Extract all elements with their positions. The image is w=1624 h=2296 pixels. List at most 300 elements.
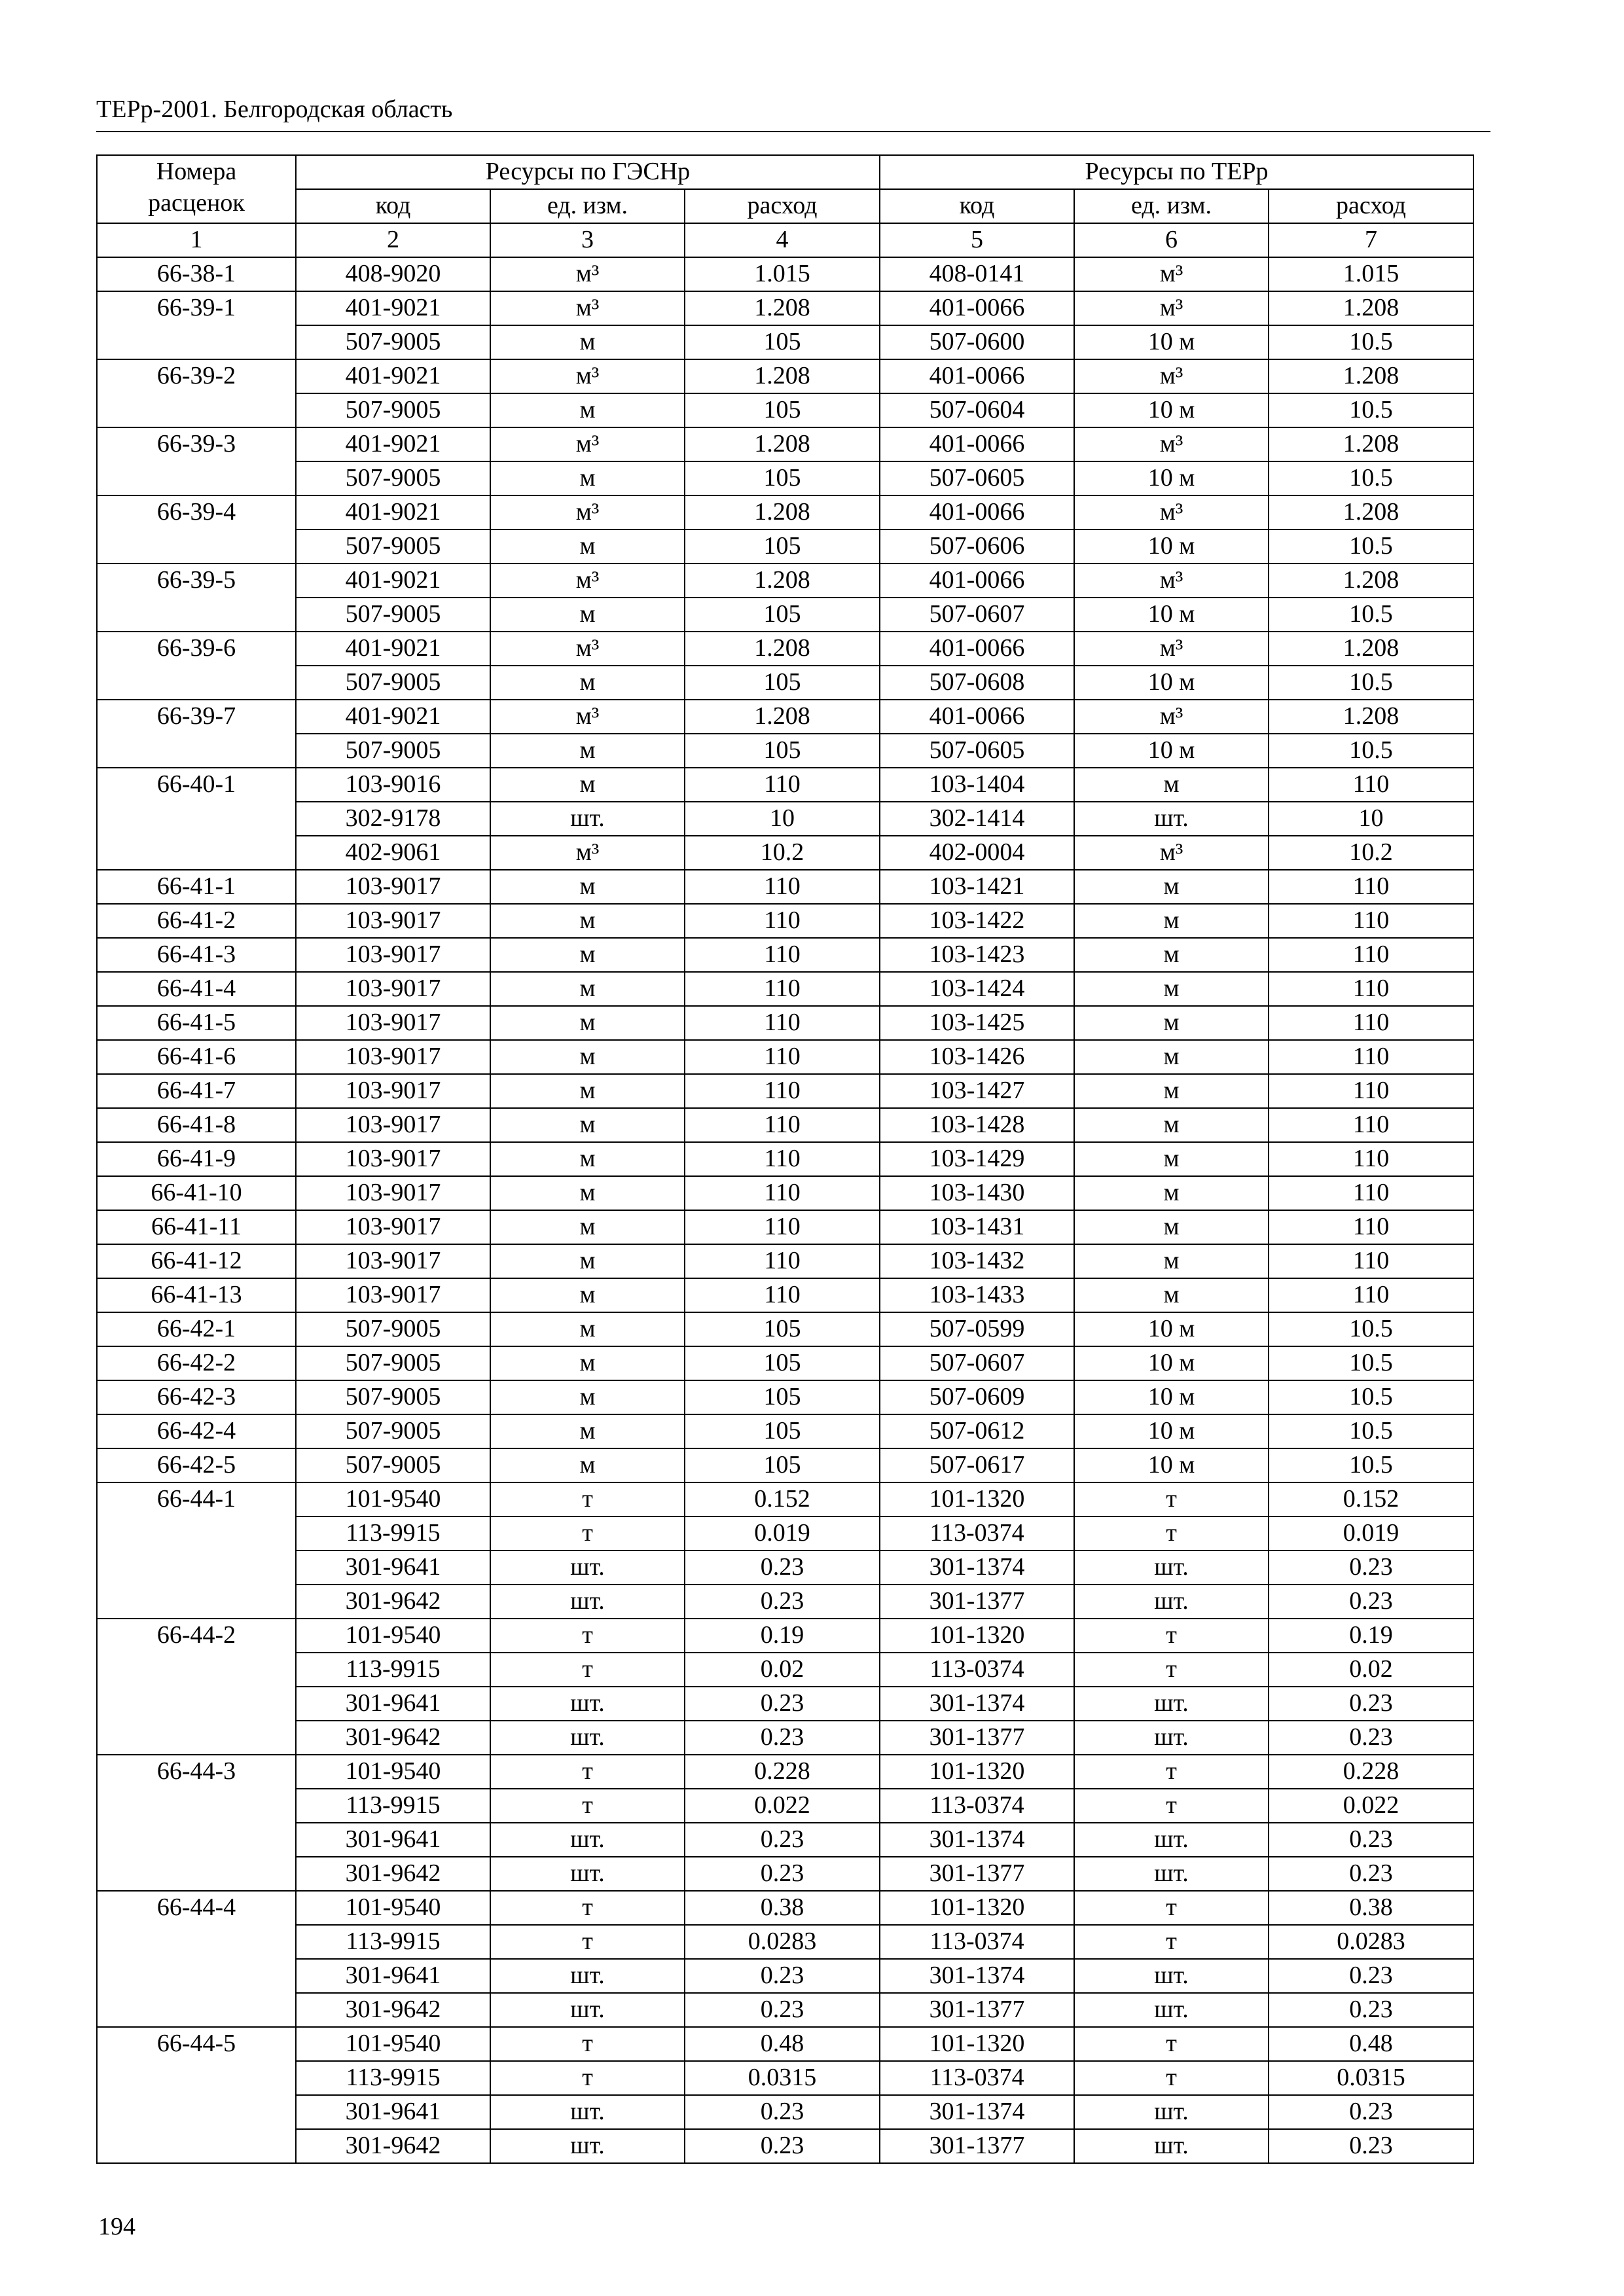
table-cell: 401-0066 — [880, 427, 1074, 461]
table-row — [97, 529, 1473, 564]
rate-number-cell — [97, 1823, 296, 1857]
table-row — [97, 1857, 1473, 1891]
column-number-cell: 4 — [685, 223, 880, 257]
table-cell: 110 — [1269, 1278, 1473, 1312]
table-cell: т — [490, 1755, 685, 1789]
table-cell: 1.208 — [1269, 427, 1473, 461]
table-cell: 110 — [685, 1108, 880, 1142]
rate-number-cell — [97, 325, 296, 359]
column-number-cell: 3 — [490, 223, 685, 257]
table-row — [97, 461, 1473, 495]
table-row — [97, 1244, 1473, 1278]
table-cell: м — [1074, 1006, 1269, 1040]
table-cell: 301-1377 — [880, 2129, 1074, 2163]
table-cell: т — [490, 1619, 685, 1653]
table-cell: 103-9017 — [296, 1040, 490, 1074]
table-cell: м³ — [490, 427, 685, 461]
table-cell: 103-9017 — [296, 1074, 490, 1108]
rate-number-cell — [97, 666, 296, 700]
rate-number-cell: 66-38-1 — [97, 257, 296, 291]
table-cell: 401-0066 — [880, 700, 1074, 734]
table-cell: 10 м — [1074, 734, 1269, 768]
table-cell: 103-9017 — [296, 1108, 490, 1142]
table-cell: 0.23 — [685, 1993, 880, 2027]
table-cell: 103-9017 — [296, 1176, 490, 1210]
col-header-terr: Ресурсы по ТЕРр — [880, 155, 1473, 189]
table-row — [97, 632, 1473, 666]
table-cell: м³ — [490, 257, 685, 291]
table-cell: 507-9005 — [296, 325, 490, 359]
table-cell: 301-9641 — [296, 1687, 490, 1721]
table-row — [97, 2027, 1473, 2061]
table-row — [97, 734, 1473, 768]
table-cell: м³ — [490, 632, 685, 666]
rate-number-cell: 66-42-1 — [97, 1312, 296, 1346]
table-cell: шт. — [490, 1585, 685, 1619]
table-cell: м³ — [490, 495, 685, 529]
table-cell: 0.23 — [685, 1721, 880, 1755]
table-cell: м³ — [1074, 359, 1269, 393]
page-header: ТЕРр-2001. Белгородская область — [96, 97, 1490, 132]
rate-number-cell: 66-41-3 — [97, 938, 296, 972]
table-row — [97, 1108, 1473, 1142]
table-cell: 10 — [1269, 802, 1473, 836]
rate-number-cell: 66-41-6 — [97, 1040, 296, 1074]
table-row — [97, 393, 1473, 427]
table-cell: 103-1430 — [880, 1176, 1074, 1210]
rate-number-cell: 66-42-5 — [97, 1448, 296, 1482]
table-row — [97, 1414, 1473, 1448]
column-number-cell: 5 — [880, 223, 1074, 257]
table-cell: 301-9641 — [296, 1551, 490, 1585]
table-cell: 103-1404 — [880, 768, 1074, 802]
table-cell: 101-1320 — [880, 1891, 1074, 1925]
table-cell: 301-9642 — [296, 1721, 490, 1755]
rate-number-cell: 66-42-4 — [97, 1414, 296, 1448]
table-cell: 113-0374 — [880, 1925, 1074, 1959]
table-row — [97, 1312, 1473, 1346]
table-cell: т — [1074, 2027, 1269, 2061]
table-cell: 0.48 — [1269, 2027, 1473, 2061]
table-cell: м — [490, 1108, 685, 1142]
table-row — [97, 1551, 1473, 1585]
table-cell: 10 м — [1074, 1414, 1269, 1448]
table-cell: 113-0374 — [880, 1789, 1074, 1823]
table-row — [97, 1789, 1473, 1823]
table-cell: м — [490, 972, 685, 1006]
table-row — [97, 1176, 1473, 1210]
table-cell: шт. — [490, 802, 685, 836]
table-cell: 0.38 — [685, 1891, 880, 1925]
table-row — [97, 1721, 1473, 1755]
table-row — [97, 427, 1473, 461]
table-cell: 507-0607 — [880, 1346, 1074, 1380]
table-cell: 110 — [1269, 1210, 1473, 1244]
table-cell: 113-0374 — [880, 1516, 1074, 1551]
table-cell: 110 — [1269, 1006, 1473, 1040]
table-cell: 507-9005 — [296, 1380, 490, 1414]
table-cell: 0.38 — [1269, 1891, 1473, 1925]
table-cell: 507-0607 — [880, 598, 1074, 632]
table-cell: шт. — [490, 2129, 685, 2163]
table-cell: 301-1374 — [880, 2095, 1074, 2129]
table-cell: м — [490, 598, 685, 632]
column-number-cell: 2 — [296, 223, 490, 257]
table-row — [97, 598, 1473, 632]
rate-number-cell: 66-41-7 — [97, 1074, 296, 1108]
table-cell: 10.5 — [1269, 734, 1473, 768]
rate-number-cell — [97, 1857, 296, 1891]
table-cell: 507-9005 — [296, 598, 490, 632]
table-cell: 507-9005 — [296, 1312, 490, 1346]
table-cell: 103-1431 — [880, 1210, 1074, 1244]
table-cell: м — [490, 904, 685, 938]
table-cell: м³ — [490, 564, 685, 598]
rate-number-cell: 66-44-2 — [97, 1619, 296, 1653]
table-cell: 1.208 — [1269, 564, 1473, 598]
rate-number-cell: 66-42-3 — [97, 1380, 296, 1414]
table-cell: 10.5 — [1269, 461, 1473, 495]
table-row — [97, 1959, 1473, 1993]
rate-number-cell — [97, 1687, 296, 1721]
table-cell: 408-9020 — [296, 257, 490, 291]
table-cell: шт. — [1074, 1993, 1269, 2027]
table-cell: 0.23 — [685, 2095, 880, 2129]
rate-number-cell — [97, 2129, 296, 2163]
col-header-gesnr: Ресурсы по ГЭСНр — [296, 155, 880, 189]
rate-number-cell: 66-44-1 — [97, 1482, 296, 1516]
table-cell: 103-9017 — [296, 870, 490, 904]
table-cell: 10 м — [1074, 393, 1269, 427]
table-cell: 301-9641 — [296, 2095, 490, 2129]
table-cell: 103-1428 — [880, 1108, 1074, 1142]
table-cell: 10 м — [1074, 666, 1269, 700]
table-row — [97, 2095, 1473, 2129]
table-cell: 1.208 — [685, 632, 880, 666]
table-cell: 507-9005 — [296, 393, 490, 427]
table-cell: 110 — [685, 1040, 880, 1074]
table-cell: 301-9641 — [296, 1959, 490, 1993]
table-row — [97, 904, 1473, 938]
table-cell: 0.228 — [1269, 1755, 1473, 1789]
subheader-cell: ед. изм. — [1074, 189, 1269, 223]
table-row — [97, 1687, 1473, 1721]
table-cell: 302-9178 — [296, 802, 490, 836]
rate-number-cell: 66-39-2 — [97, 359, 296, 393]
table-cell: шт. — [1074, 1721, 1269, 1755]
table-cell: 105 — [685, 1380, 880, 1414]
table-cell: 401-9021 — [296, 291, 490, 325]
table-cell: 1.208 — [685, 564, 880, 598]
table-cell: 10.5 — [1269, 1414, 1473, 1448]
table-cell: 301-1377 — [880, 1721, 1074, 1755]
table-cell: м³ — [490, 291, 685, 325]
table-cell: м³ — [1074, 495, 1269, 529]
rate-number-cell — [97, 1551, 296, 1585]
table-cell: 401-9021 — [296, 700, 490, 734]
table-cell: 1.208 — [685, 427, 880, 461]
rate-number-cell: 66-41-12 — [97, 1244, 296, 1278]
rate-number-cell — [97, 1585, 296, 1619]
table-cell: 110 — [685, 1006, 880, 1040]
table-cell: 507-9005 — [296, 1448, 490, 1482]
table-cell: шт. — [1074, 1551, 1269, 1585]
table-cell: 105 — [685, 1312, 880, 1346]
table-cell: 103-1423 — [880, 938, 1074, 972]
table-row — [97, 1653, 1473, 1687]
table-cell: 110 — [1269, 870, 1473, 904]
table-cell: 10 — [685, 802, 880, 836]
table-cell: 507-0606 — [880, 529, 1074, 564]
table-cell: м³ — [1074, 257, 1269, 291]
table-cell: 105 — [685, 393, 880, 427]
rate-number-cell: 66-41-9 — [97, 1142, 296, 1176]
table-cell: 301-9642 — [296, 1585, 490, 1619]
rate-number-cell: 66-41-1 — [97, 870, 296, 904]
table-cell: 0.23 — [1269, 2129, 1473, 2163]
table-cell: 101-1320 — [880, 1755, 1074, 1789]
table-cell: шт. — [1074, 2129, 1269, 2163]
table-row — [97, 972, 1473, 1006]
table-row — [97, 1619, 1473, 1653]
table-cell: 507-0608 — [880, 666, 1074, 700]
table-cell: 0.23 — [685, 1959, 880, 1993]
table-cell: 0.152 — [685, 1482, 880, 1516]
table-cell: 0.23 — [1269, 1551, 1473, 1585]
table-cell: шт. — [490, 2095, 685, 2129]
table-cell: 302-1414 — [880, 802, 1074, 836]
table-row — [97, 1006, 1473, 1040]
table-cell: т — [1074, 1619, 1269, 1653]
table-cell: 105 — [685, 598, 880, 632]
table-cell: м — [490, 1380, 685, 1414]
table-cell: 0.23 — [1269, 1721, 1473, 1755]
table-cell: 103-9017 — [296, 1142, 490, 1176]
table-row — [97, 564, 1473, 598]
table-cell: 507-0604 — [880, 393, 1074, 427]
table-cell: 0.0315 — [1269, 2061, 1473, 2095]
table-cell: 507-0617 — [880, 1448, 1074, 1482]
table-cell: 10.5 — [1269, 529, 1473, 564]
table-cell: 0.152 — [1269, 1482, 1473, 1516]
table-cell: 0.23 — [1269, 1585, 1473, 1619]
table-cell: 103-9017 — [296, 904, 490, 938]
table-cell: м³ — [1074, 632, 1269, 666]
table-cell: м — [1074, 1108, 1269, 1142]
table-cell: 110 — [685, 1074, 880, 1108]
table-cell: 507-9005 — [296, 666, 490, 700]
table-row — [97, 291, 1473, 325]
table-cell: 103-9017 — [296, 1210, 490, 1244]
rate-number-cell: 66-41-8 — [97, 1108, 296, 1142]
table-cell: 10.5 — [1269, 393, 1473, 427]
rate-number-cell: 66-41-4 — [97, 972, 296, 1006]
table-cell: 301-1374 — [880, 1551, 1074, 1585]
table-cell: м — [490, 325, 685, 359]
table-row — [97, 1380, 1473, 1414]
table-cell: 10 м — [1074, 1380, 1269, 1414]
table-cell: м — [490, 1006, 685, 1040]
rate-number-cell — [97, 1959, 296, 1993]
table-cell: шт. — [1074, 2095, 1269, 2129]
table-cell: шт. — [490, 1993, 685, 2027]
column-number-cell: 1 — [97, 223, 296, 257]
table-cell: м — [1074, 1278, 1269, 1312]
rate-number-cell: 66-44-5 — [97, 2027, 296, 2061]
subheader-cell: код — [880, 189, 1074, 223]
table-cell: т — [1074, 1925, 1269, 1959]
table-cell: 0.48 — [685, 2027, 880, 2061]
table-cell: 110 — [685, 1142, 880, 1176]
col-header-rate-numbers: Номера расценок — [97, 155, 296, 223]
rate-number-cell: 66-39-3 — [97, 427, 296, 461]
table-cell: 0.02 — [685, 1653, 880, 1687]
rate-number-cell: 66-41-2 — [97, 904, 296, 938]
subheader-cell: расход — [1269, 189, 1473, 223]
table-cell: 0.019 — [1269, 1516, 1473, 1551]
table-cell: 10 м — [1074, 1312, 1269, 1346]
table-row — [97, 2129, 1473, 2163]
table-cell: 101-1320 — [880, 2027, 1074, 2061]
rate-number-cell: 66-39-1 — [97, 291, 296, 325]
table-cell: шт. — [490, 1551, 685, 1585]
table-cell: м³ — [1074, 427, 1269, 461]
table-cell: 101-1320 — [880, 1619, 1074, 1653]
table-row — [97, 1516, 1473, 1551]
table-cell: 401-9021 — [296, 427, 490, 461]
table-row — [97, 1278, 1473, 1312]
table-cell: м — [490, 1278, 685, 1312]
table-cell: 105 — [685, 1346, 880, 1380]
table-cell: 101-9540 — [296, 1891, 490, 1925]
table-cell: 1.015 — [685, 257, 880, 291]
table-cell: т — [490, 1653, 685, 1687]
table-cell: т — [490, 1891, 685, 1925]
rate-number-cell — [97, 802, 296, 836]
table-row — [97, 1040, 1473, 1074]
table-cell: 0.23 — [685, 1687, 880, 1721]
table-row — [97, 1482, 1473, 1516]
table-row — [97, 1074, 1473, 1108]
table-cell: м — [490, 734, 685, 768]
table-cell: 1.208 — [685, 700, 880, 734]
rate-number-cell: 66-39-5 — [97, 564, 296, 598]
table-cell: 401-9021 — [296, 632, 490, 666]
table-cell: 507-9005 — [296, 734, 490, 768]
table-row — [97, 1993, 1473, 2027]
rate-number-cell — [97, 2061, 296, 2095]
table-cell: 105 — [685, 325, 880, 359]
table-cell: 103-1422 — [880, 904, 1074, 938]
table-row — [97, 1142, 1473, 1176]
table-cell: 301-1374 — [880, 1687, 1074, 1721]
table-cell: 101-9540 — [296, 1755, 490, 1789]
table-cell: 105 — [685, 1414, 880, 1448]
table-cell: 113-0374 — [880, 2061, 1074, 2095]
table-cell: 301-1374 — [880, 1823, 1074, 1857]
table-cell: 110 — [1269, 972, 1473, 1006]
table-cell: 113-9915 — [296, 1516, 490, 1551]
table-cell: шт. — [490, 1959, 685, 1993]
table-cell: 105 — [685, 461, 880, 495]
table-cell: 1.208 — [685, 495, 880, 529]
rate-number-cell — [97, 734, 296, 768]
table-cell: 301-9642 — [296, 1993, 490, 2027]
table-cell: м — [490, 1346, 685, 1380]
table-cell: 10 м — [1074, 1448, 1269, 1482]
table-row — [97, 700, 1473, 734]
table-row — [97, 257, 1473, 291]
table-cell: шт. — [490, 1721, 685, 1755]
table-cell: 402-0004 — [880, 836, 1074, 870]
table-row — [97, 1346, 1473, 1380]
rate-number-cell — [97, 598, 296, 632]
table-cell: 110 — [1269, 1074, 1473, 1108]
table-cell: м — [490, 1244, 685, 1278]
table-cell: шт. — [490, 1687, 685, 1721]
table-cell: м — [1074, 1244, 1269, 1278]
table-cell: т — [490, 2061, 685, 2095]
table-cell: 1.208 — [1269, 291, 1473, 325]
table-cell: 301-9641 — [296, 1823, 490, 1857]
table-cell: 401-0066 — [880, 564, 1074, 598]
table-cell: т — [490, 1925, 685, 1959]
subheader-cell: код — [296, 189, 490, 223]
table-cell: м³ — [1074, 291, 1269, 325]
table-cell: 1.208 — [685, 291, 880, 325]
table-row — [97, 495, 1473, 529]
table-cell: 1.208 — [1269, 632, 1473, 666]
table-cell: 402-9061 — [296, 836, 490, 870]
table-cell: шт. — [1074, 1959, 1269, 1993]
table-cell: 507-0600 — [880, 325, 1074, 359]
table-cell: м — [490, 768, 685, 802]
rate-number-cell: 66-44-3 — [97, 1755, 296, 1789]
table-cell: 301-1377 — [880, 1585, 1074, 1619]
table-cell: 401-9021 — [296, 564, 490, 598]
rate-number-cell: 66-41-13 — [97, 1278, 296, 1312]
table-cell: 0.0315 — [685, 2061, 880, 2095]
table-cell: м — [1074, 1142, 1269, 1176]
table-row — [97, 1891, 1473, 1925]
table-row — [97, 666, 1473, 700]
table-cell: м³ — [1074, 836, 1269, 870]
table-cell: 0.0283 — [685, 1925, 880, 1959]
table-cell: 10 м — [1074, 325, 1269, 359]
table-row — [97, 1210, 1473, 1244]
table-row — [97, 325, 1473, 359]
table-cell: 0.19 — [685, 1619, 880, 1653]
table-cell: 103-9017 — [296, 1278, 490, 1312]
table-cell: 401-9021 — [296, 359, 490, 393]
table-cell: 0.23 — [1269, 1687, 1473, 1721]
table-cell: м — [490, 870, 685, 904]
table-cell: 110 — [685, 972, 880, 1006]
table-cell: 10.5 — [1269, 1380, 1473, 1414]
table-cell: 103-9017 — [296, 1006, 490, 1040]
table-cell: 507-9005 — [296, 1346, 490, 1380]
table-cell: 1.208 — [1269, 359, 1473, 393]
table-cell: 110 — [685, 904, 880, 938]
table-cell: 10.5 — [1269, 1346, 1473, 1380]
table-cell: 0.23 — [685, 1857, 880, 1891]
rate-number-cell: 66-39-6 — [97, 632, 296, 666]
table-cell: 507-9005 — [296, 1414, 490, 1448]
table-cell: т — [1074, 1653, 1269, 1687]
table-cell: 1.208 — [1269, 495, 1473, 529]
table-cell: 101-9540 — [296, 1482, 490, 1516]
table-cell: 507-9005 — [296, 529, 490, 564]
